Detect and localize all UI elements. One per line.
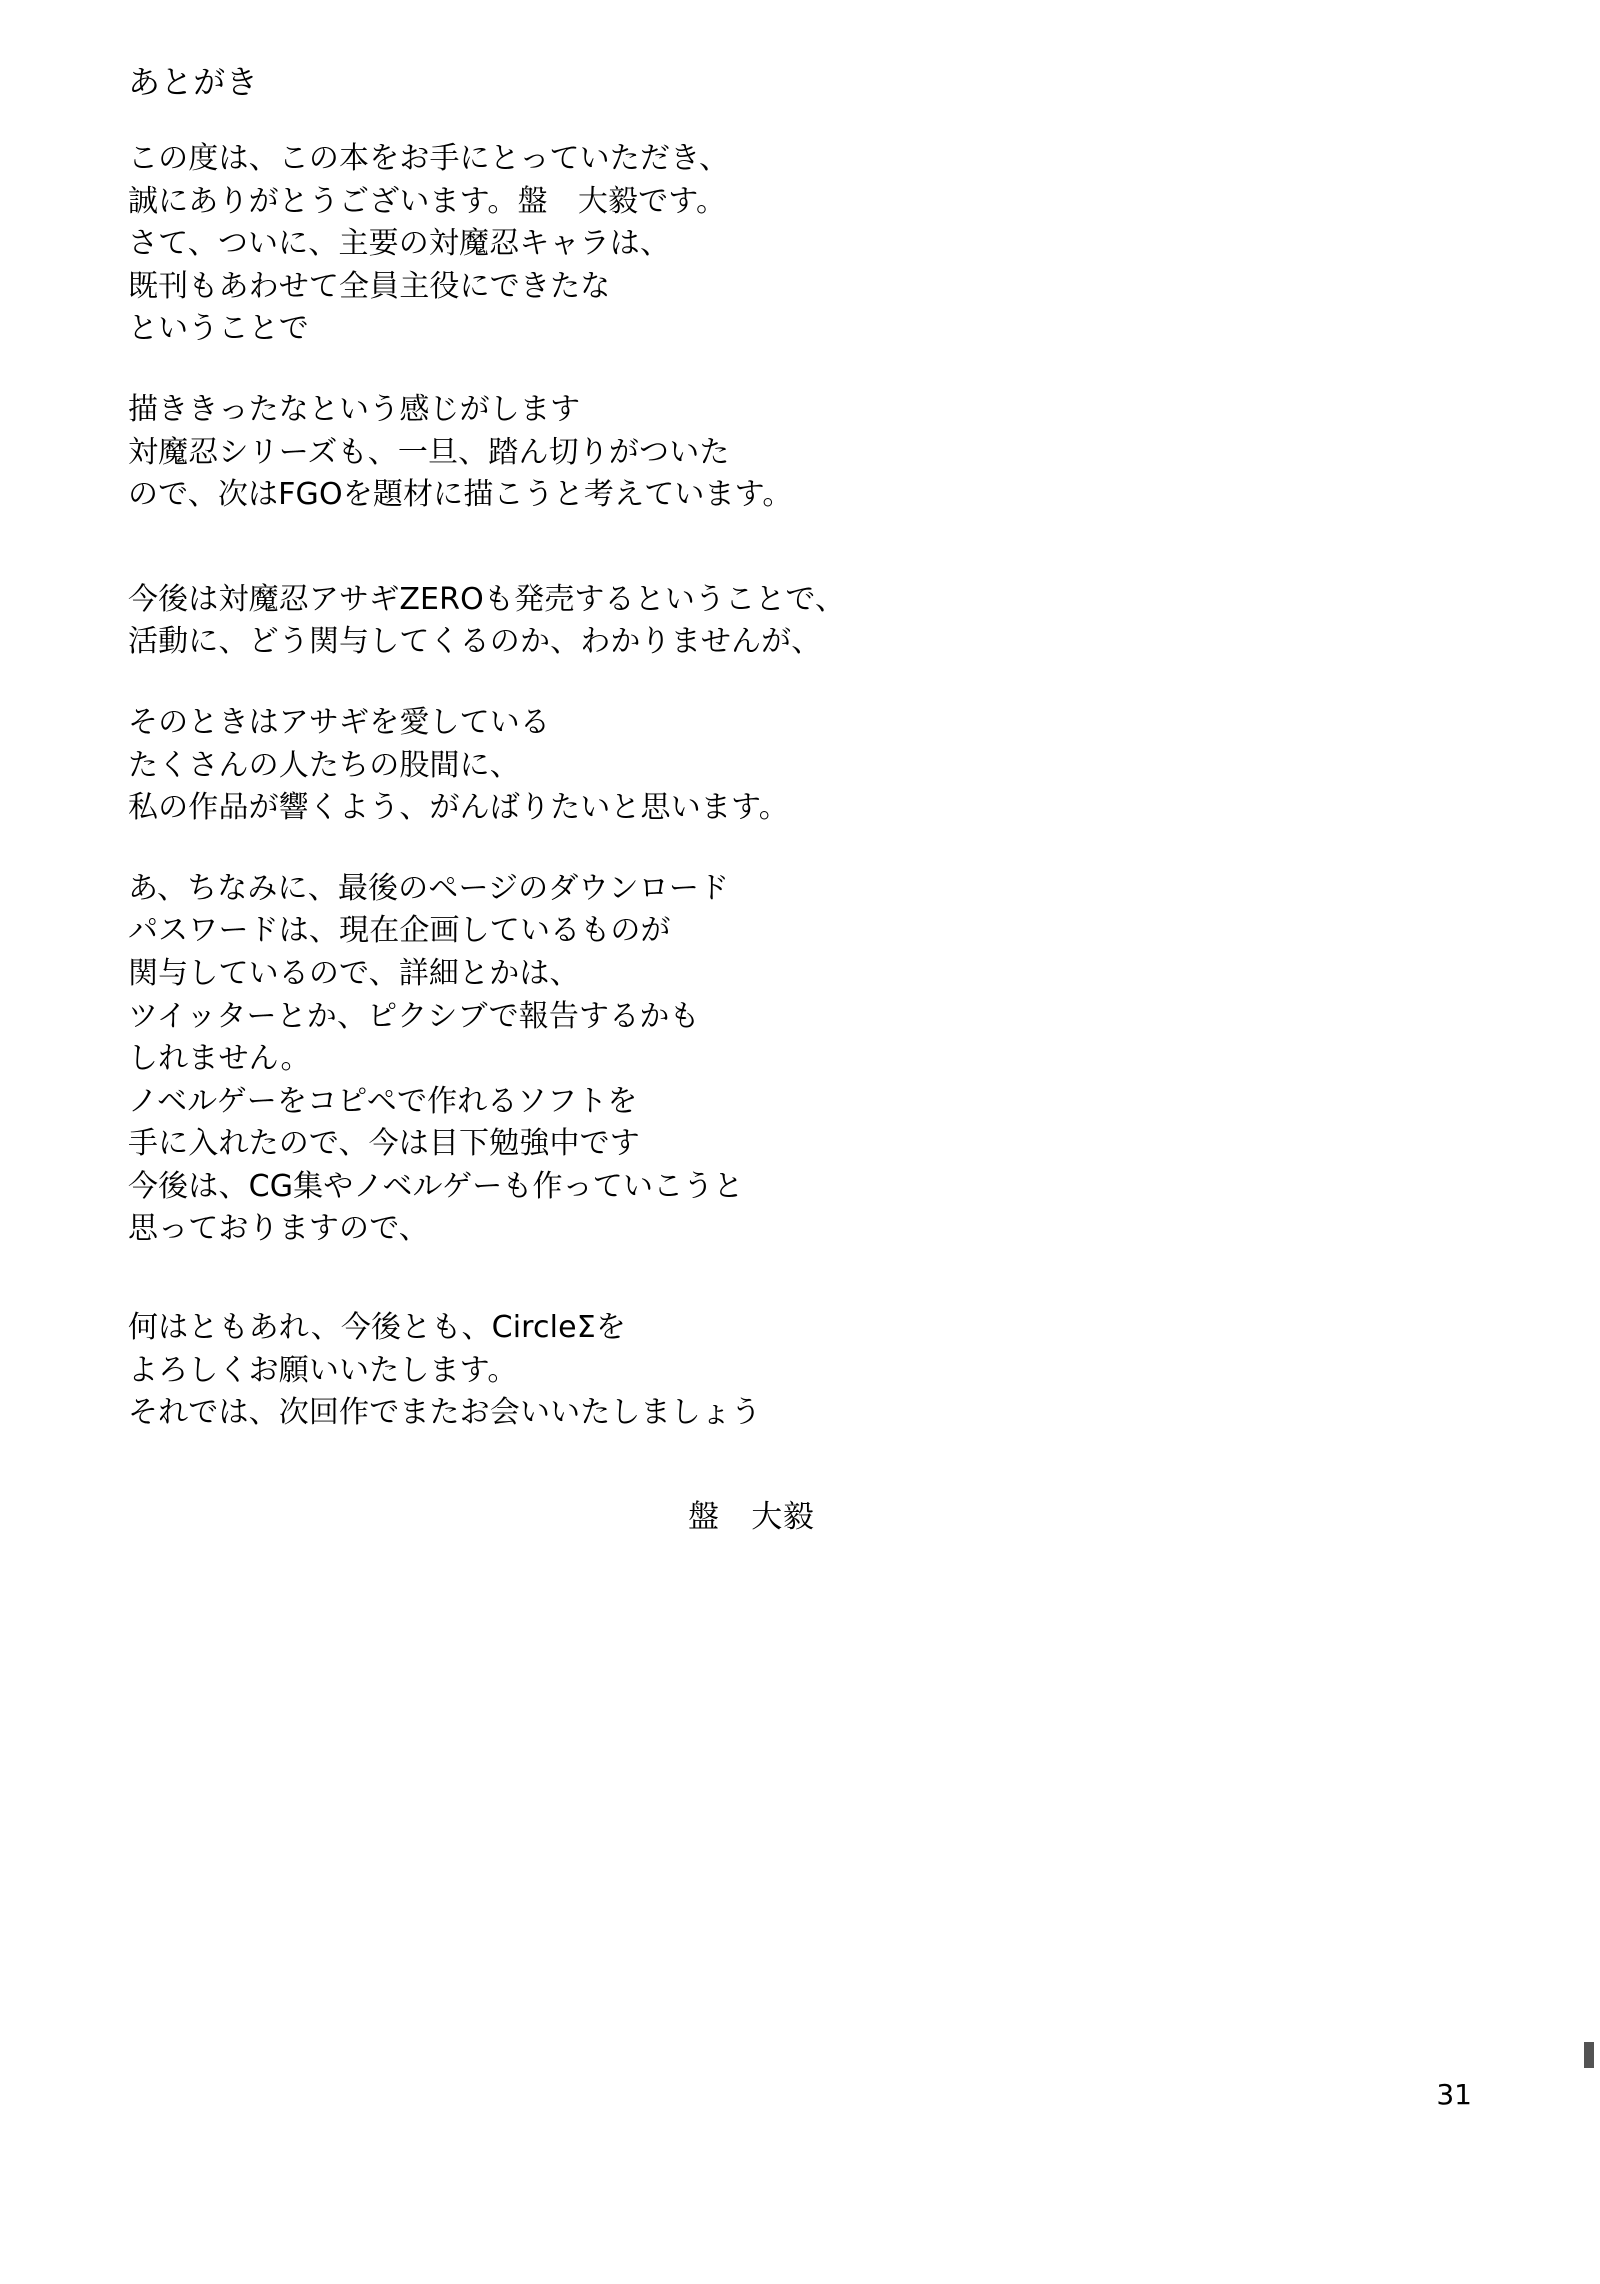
paragraph-4 — [128, 702, 1328, 830]
paragraph-2 — [128, 389, 1328, 517]
page-number: 31 — [1436, 2078, 1472, 2111]
text-line: 誠にありがとうございます。盤 大毅です。 — [128, 183, 727, 219]
text-line: 関与しているので、詳細とかは、 — [128, 955, 580, 991]
text-line: ということで — [128, 311, 309, 347]
text-line: 今後は、CG集やノベルゲーも作っていこうと — [128, 1168, 744, 1204]
paragraph-6 — [128, 1307, 1328, 1435]
text-line: ツイッターとか、ピクシブで報告するかも — [128, 998, 700, 1034]
text-line: 既刊もあわせて全員主役にできたな — [128, 268, 611, 304]
paragraph-5 — [128, 868, 1328, 1251]
text-line: この度は、この本をお手にとっていただき、 — [128, 141, 730, 176]
text-line: ので、次はFGOを題材に描こうと考えています。 — [128, 477, 793, 513]
text-line: しれません。 — [128, 1041, 311, 1077]
text-line: パスワードは、現在企画しているものが — [128, 913, 671, 949]
paragraph-1 — [128, 138, 1328, 351]
text-line: たくさんの人たちの股間に、 — [128, 747, 520, 783]
paragraph-spacer — [128, 664, 1328, 702]
author-signature: 盤 大毅 — [688, 1498, 815, 1535]
text-line: 活動に、どう関与してくるのか、わかりませんが、 — [128, 624, 822, 660]
text-line: 今後は対魔忍アサギZEROも発売するということで、 — [128, 581, 846, 617]
text-line: 私の作品が響くよう、がんばりたいと思います。 — [128, 790, 789, 826]
paragraph-3 — [128, 579, 1328, 664]
text-line: そのときはアサギを愛している — [128, 704, 551, 740]
text-line: 手に入れたので、今は目下勉強中です — [128, 1126, 640, 1162]
text-line: 何はともあれ、今後とも、CircleΣを — [128, 1310, 626, 1346]
paragraph-spacer — [128, 1251, 1328, 1307]
afterword-body — [128, 62, 1328, 1536]
page-title: あとがき — [128, 63, 259, 101]
text-line: それでは、次回作でまたお会いいたしましょう — [128, 1395, 762, 1431]
text-line: 描ききったなという感じがします — [128, 391, 581, 427]
text-line: あ、ちなみに、最後のページのダウンロード — [128, 870, 730, 906]
text-line: 思っておりますので、 — [128, 1211, 429, 1247]
text-line: よろしくお願いいたします。 — [128, 1352, 518, 1388]
paragraph-spacer — [128, 830, 1328, 868]
paragraph-spacer — [128, 517, 1328, 579]
page-edge-mark — [1584, 2042, 1594, 2068]
text-line: さて、ついに、主要の対魔忍キャラは、 — [128, 226, 671, 262]
text-line: ノベルゲーをコピペで作れるソフトを — [128, 1083, 638, 1119]
text-line: 対魔忍シリーズも、一旦、踏ん切りがついた — [128, 434, 730, 470]
paragraph-spacer — [128, 351, 1328, 389]
